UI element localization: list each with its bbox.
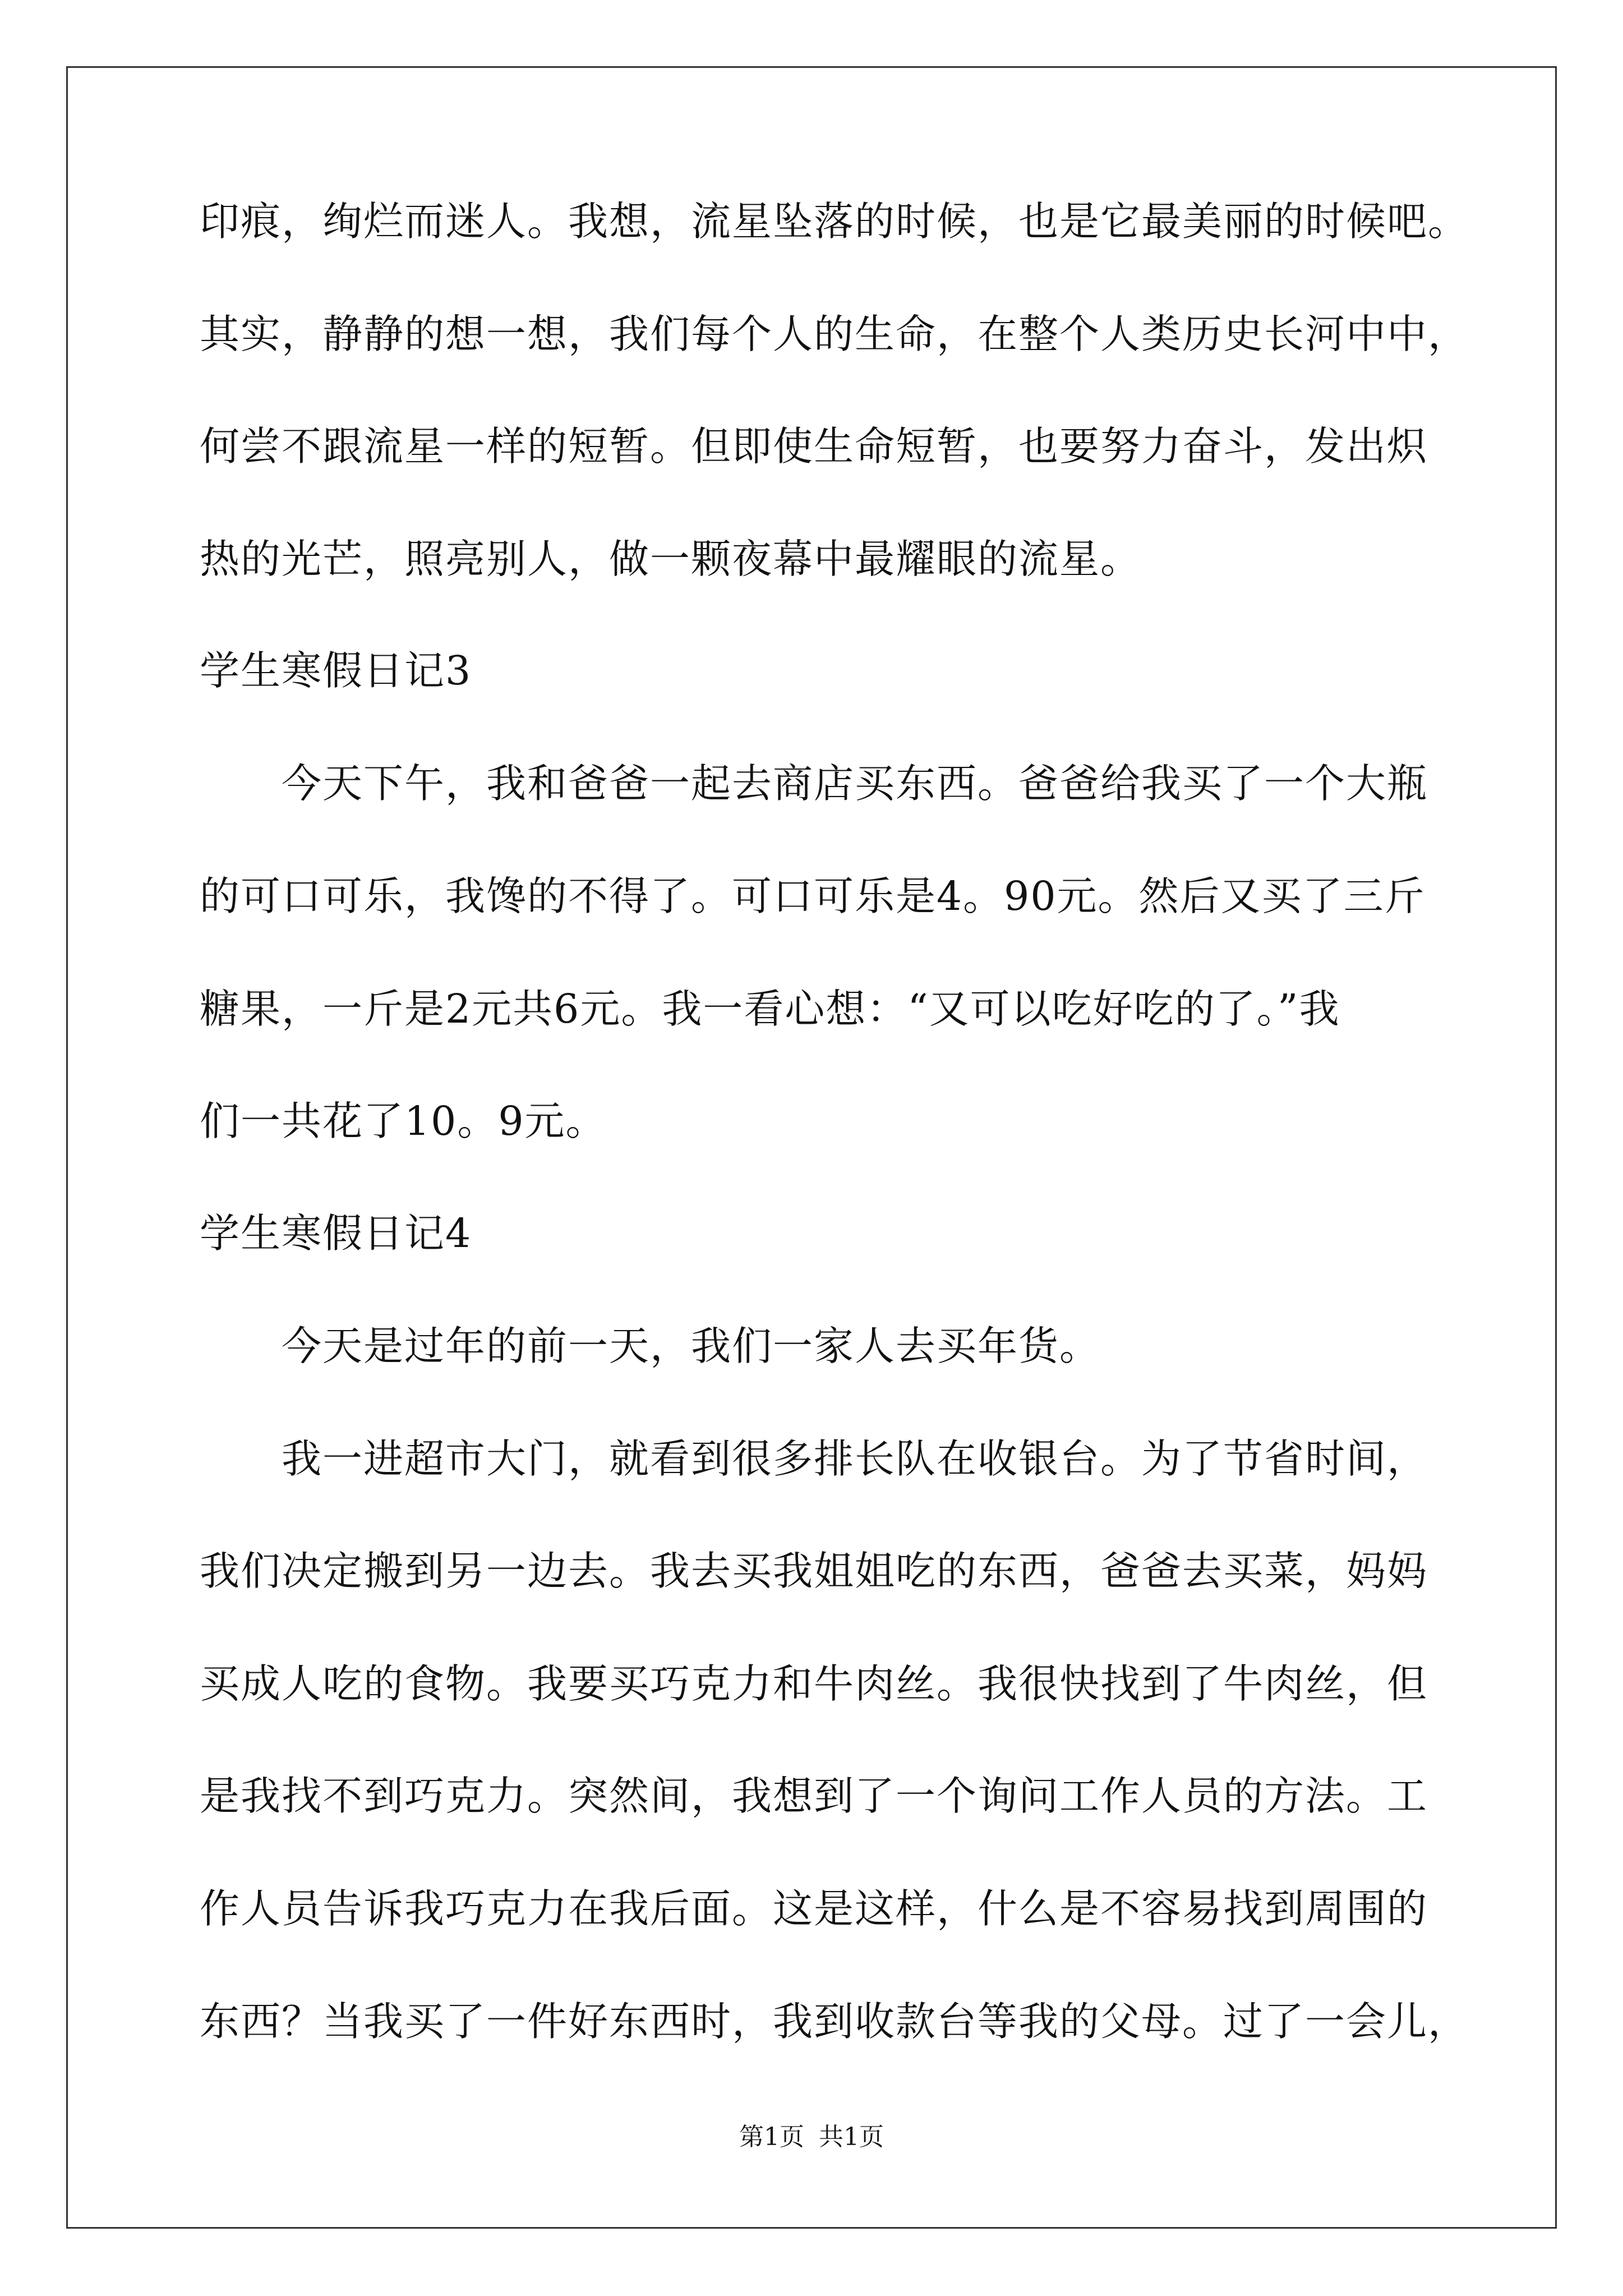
page-footer [0,2120,1623,2154]
text-line: 我一进超市大门，就看到很多排长队在收银台。为了节省时间， [200,1435,1428,1482]
text-line: 买成人吃的食物。我要买巧克力和牛肉丝。我很快找到了牛肉丝，但 [200,1660,1428,1707]
text-line: 今天下午，我和爸爸一起去商店买东西。爸爸给我买了一个大瓶 [200,760,1428,807]
text-line: 是我找不到巧克力。突然间，我想到了一个询问工作人员的方法。工 [200,1773,1428,1819]
text-line: 今天是过年的前一天，我们一家人去买年货。 [200,1323,1101,1369]
text-line: 我们决定搬到另一边去。我去买我姐姐吃的东西，爸爸去买菜，妈妈 [200,1548,1428,1594]
page-number: 第1页 [739,2123,804,2151]
text-line: 何尝不跟流星一样的短暂。但即使生命短暂，也要努力奋斗，发出炽 [200,423,1428,470]
section-heading: 学生寒假日记3 [200,647,472,694]
text-line: 们一共花了10。9元。 [200,1098,607,1144]
text-line: 印痕，绚烂而迷人。我想，流星坠落的时候，也是它最美丽的时候吧。 [200,198,1469,245]
text-line: 作人员告诉我巧克力在我后面。这是这样，什么是不容易找到周围的 [200,1885,1428,1932]
text-line: 热的光芒，照亮别人，做一颗夜幕中最耀眼的流星。 [200,536,1142,582]
text-line: 糖果，一斤是2元共6元。我一看心想：“又可以吃好吃的了。”我 [200,986,1340,1032]
section-heading: 学生寒假日记4 [200,1210,472,1257]
page-total: 共1页 [819,2123,884,2151]
text-line: 东西？当我买了一件好东西时，我到收款台等我的父母。过了一会儿， [200,1998,1469,2045]
text-line: 的可口可乐，我馋的不得了。可口可乐是4。90元。然后又买了三斤 [200,873,1426,919]
text-line: 其实，静静的想一想，我们每个人的生命，在整个人类历史长河中中， [200,311,1469,357]
